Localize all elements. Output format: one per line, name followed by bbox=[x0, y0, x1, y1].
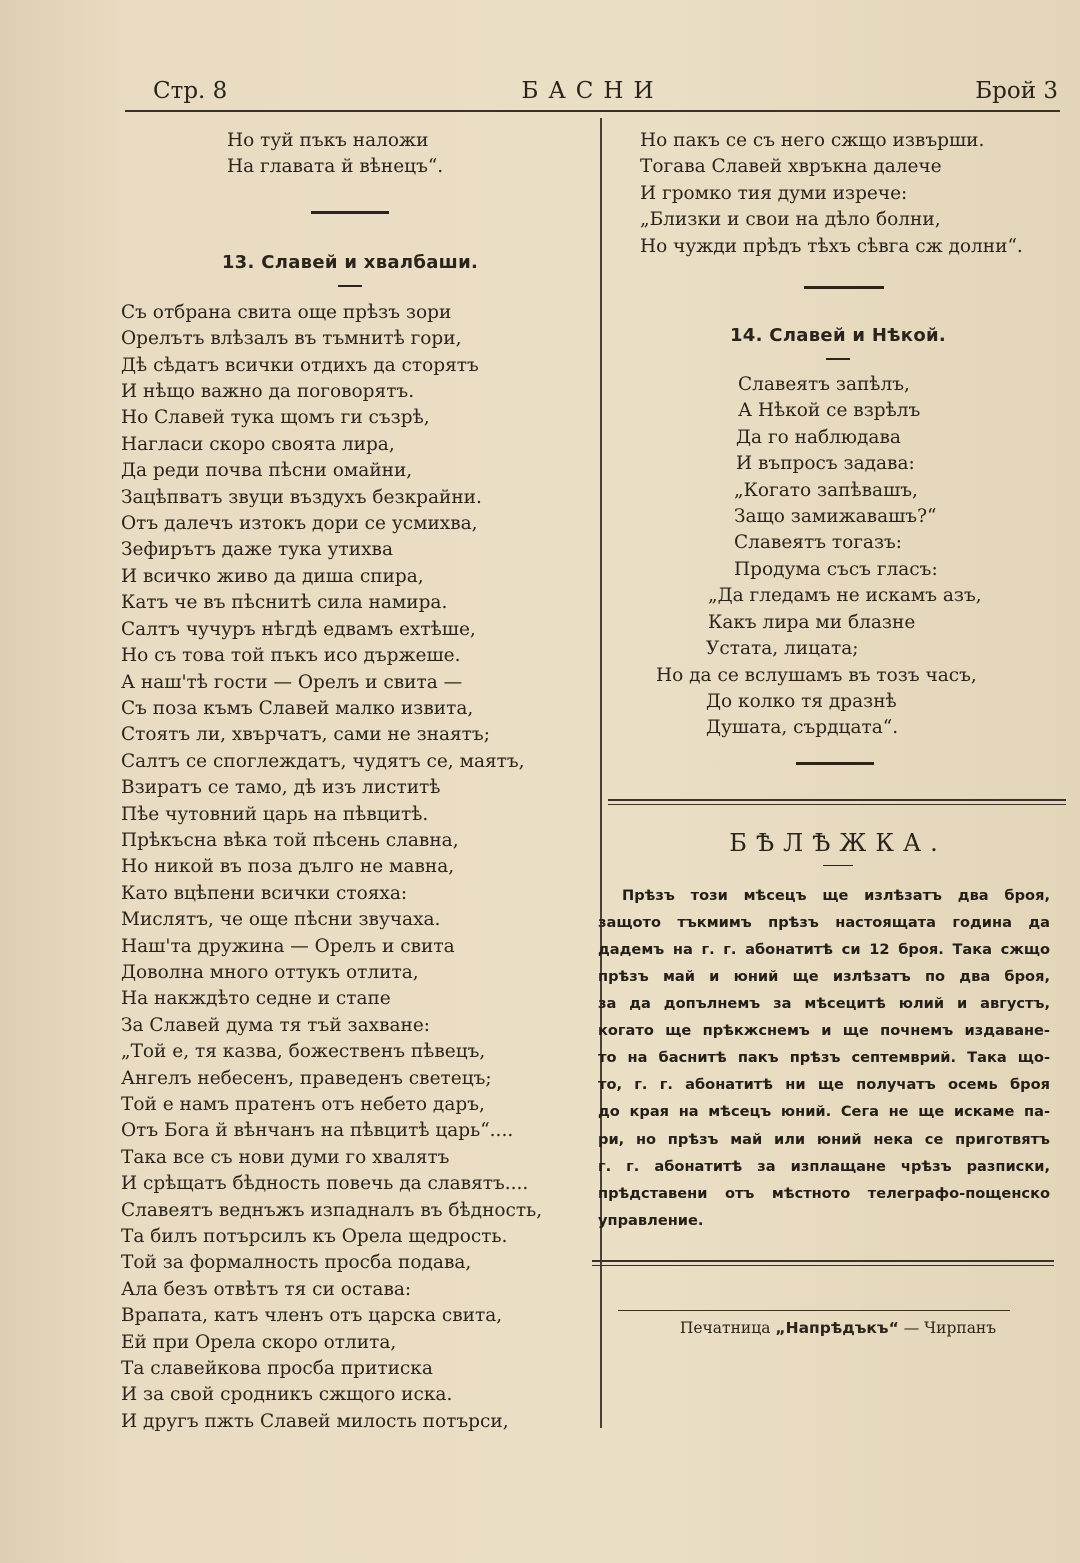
journal-title: БАСНИ bbox=[521, 78, 664, 104]
page-number: Стр. 8 bbox=[153, 78, 228, 104]
verse-line: Катъ че въ пѣснитѣ сила намира. bbox=[121, 592, 448, 614]
verse-line: Славеятъ тогазъ: bbox=[734, 532, 903, 554]
verse-line: Душата, сърдцата“. bbox=[706, 717, 899, 739]
notice-line: то на баснитѣ пакъ прѣзъ септемврий. Така що- bbox=[598, 1049, 1050, 1067]
printer-rule bbox=[618, 1310, 1010, 1311]
notice-line: защото тъкмимъ прѣзъ настоящата година да bbox=[598, 913, 1050, 931]
verse-line: Ала безъ отвѣтъ тя си остава: bbox=[121, 1278, 412, 1300]
verse-line: И другъ пжть Славей милость потърси, bbox=[121, 1410, 509, 1432]
verse-line: Зацѣпватъ звуци въздухъ безкрайни. bbox=[121, 486, 482, 508]
verse-line: Той е намъ пратенъ отъ небето даръ, bbox=[121, 1094, 485, 1115]
verse-line: Но пакъ се съ него сжщо извърши. bbox=[640, 130, 985, 151]
printer-prefix: Печатница bbox=[679, 1318, 771, 1337]
verse-line: Да реди почва пѣсни омайни, bbox=[121, 460, 413, 482]
verse-line: Отъ Бога й вѣнчанъ на пѣвцитѣ царь“.... bbox=[121, 1120, 514, 1142]
title-dash bbox=[826, 358, 850, 360]
verse-line: Славеятъ веднъжъ изпадналъ въ бѣдность, bbox=[121, 1199, 543, 1221]
notice-line: прѣзъ май и юний ще излѣзатъ по два броя, bbox=[598, 968, 1050, 985]
notice-line: Прѣзъ този мѣсецъ ще излѣзатъ два броя, bbox=[622, 886, 1050, 904]
section-rule bbox=[796, 762, 874, 765]
left-column bbox=[115, 128, 585, 1435]
title-dash bbox=[338, 285, 362, 287]
verse-line: Защо замижавашъ?“ bbox=[734, 506, 937, 528]
notice-line: г. г. абонатитѣ за изплащане чрѣзъ разписки, bbox=[598, 1157, 1050, 1175]
verse-line: Салтъ се споглеждатъ, чудятъ се, маятъ, bbox=[121, 750, 525, 772]
verse-line: А наш'тѣ гости — Орелъ и свита — bbox=[121, 671, 463, 693]
header-rule bbox=[125, 110, 1060, 112]
verse-line: Славеятъ запѣлъ, bbox=[738, 374, 910, 396]
verse-line: Но съ това той пъкъ исо държеше. bbox=[121, 645, 461, 667]
verse-line: Стоятъ ли, хвърчатъ, сами не знаятъ; bbox=[121, 724, 490, 746]
notice-line: когато ще прѣкжснемъ и ще почнемъ издаване- bbox=[598, 1022, 1050, 1040]
fable-14-title: 14. Славей и Нѣкой. bbox=[729, 325, 947, 347]
verse-line: Но туй пъкъ наложи bbox=[227, 130, 429, 151]
section-rule bbox=[804, 286, 884, 289]
right-column bbox=[598, 128, 1068, 1337]
verse-line: Така все съ нови думи го хвалятъ bbox=[121, 1146, 450, 1168]
verse-line: И громко тия думи изрече: bbox=[640, 182, 908, 204]
verse-line: Врапата, катъ членъ отъ царска свита, bbox=[121, 1305, 503, 1327]
notice-top-rule-thin bbox=[608, 804, 1066, 805]
verse-line: Нагласи скоро своята лира, bbox=[121, 433, 395, 455]
verse-line: И срѣщатъ бѣдность повечь да славятъ.... bbox=[121, 1173, 529, 1195]
notice-body bbox=[598, 882, 1050, 1234]
verse-line: „Когато запѣвашъ, bbox=[734, 479, 918, 501]
verse-line: Да го наблюдава bbox=[736, 426, 901, 448]
verse-line: А Нѣкой се взрѣлъ bbox=[738, 400, 921, 422]
closing-lines-prev-fable bbox=[115, 128, 585, 181]
verse-line: Мислятъ, че още пѣсни звучаха. bbox=[121, 909, 441, 931]
verse-line: Като вцѣпени всички стояха: bbox=[121, 882, 408, 904]
notice-title: БѢЛѢЖКА. bbox=[729, 828, 947, 857]
verse-line: И за свой сродникъ сжщого иска. bbox=[121, 1384, 453, 1406]
verse-line: Зефирътъ даже тука утихва bbox=[121, 539, 393, 561]
page-header bbox=[125, 78, 1060, 114]
notice-title-dash bbox=[823, 865, 853, 866]
fable-14-verse bbox=[608, 372, 1068, 742]
verse-line: „Той е, тя казва, божественъ пѣвецъ, bbox=[121, 1041, 486, 1063]
printer-name: „Напрѣдъкъ“ bbox=[775, 1318, 899, 1337]
verse-line: Взиратъ се тамо, дѣ изъ листитѣ bbox=[121, 777, 441, 799]
fable-13-continuation bbox=[608, 128, 1068, 260]
notice-line: ри, но прѣзъ май или юний нека се приготвятъ bbox=[598, 1130, 1050, 1148]
verse-line: Устата, лицата; bbox=[706, 638, 859, 660]
notice-top-rule bbox=[608, 799, 1066, 801]
verse-line: Но чужди прѣдъ тѣхъ сѣвга сж долни“. bbox=[640, 235, 1023, 257]
verse-line: За Славей дума тя тъй захване: bbox=[121, 1014, 431, 1036]
notice-line: управление. bbox=[598, 1211, 704, 1229]
notice-line: за да допълнемъ за мѣсецитѣ юлий и августъ, bbox=[598, 995, 1050, 1013]
fable-13-verse bbox=[115, 300, 585, 1435]
verse-line: Но да се вслушамъ въ тозъ часъ, bbox=[656, 664, 977, 686]
verse-line: Пѣе чутовний царь на пѣвцитѣ. bbox=[121, 803, 429, 825]
verse-line: Доволна много оттукъ отлита, bbox=[121, 961, 419, 983]
verse-line: Та билъ потърсилъ къ Орела щедрость. bbox=[121, 1226, 508, 1248]
verse-line: „Да гледамъ не искамъ азъ, bbox=[708, 585, 982, 607]
verse-line: Та славейкова проcба притиска bbox=[121, 1358, 433, 1380]
section-rule bbox=[311, 211, 389, 214]
verse-line: Наш'та дружина — Орелъ и свита bbox=[121, 935, 455, 957]
verse-line: Той за формалность проcба подава, bbox=[121, 1252, 472, 1274]
printer-imprint bbox=[608, 1319, 1068, 1337]
verse-line: Тогава Славей хвръкна далече bbox=[640, 156, 942, 178]
verse-line: Прѣкъсна вѣка той пѣсень славна, bbox=[121, 829, 459, 851]
verse-line: „Близки и свои на дѣло болни, bbox=[640, 209, 941, 231]
notice-line: дадемъ на г. г. абонатитѣ си 12 броя. Така сжщо bbox=[598, 940, 1050, 958]
verse-line: Ей при Орела скоро отлита, bbox=[121, 1331, 397, 1353]
verse-line: Ангелъ небесенъ, праведенъ светецъ; bbox=[121, 1067, 492, 1089]
notice-line: прѣдставени отъ мѣстното телеграфо-пощенско bbox=[598, 1184, 1050, 1202]
verse-line: На главата й вѣнецъ“. bbox=[227, 156, 444, 178]
verse-line: Съ отбрана свита още прѣзъ зори bbox=[121, 301, 452, 323]
notice-bottom-rule bbox=[592, 1260, 1054, 1262]
notice-bottom-rule-thin bbox=[592, 1265, 1054, 1266]
verse-line: Но никой въ поза дълго не мавна, bbox=[121, 856, 455, 878]
verse-line: Но Славей тука щомъ ги съзрѣ, bbox=[121, 407, 430, 429]
verse-line: Дѣ сѣдатъ всички отдихъ да сторятъ bbox=[121, 354, 479, 376]
notice-line: до края на мѣсецъ юний. Сега не ще искаме па- bbox=[598, 1103, 1050, 1121]
issue-number: Брой 3 bbox=[975, 78, 1058, 104]
verse-line: До колко тя дразнѣ bbox=[706, 690, 897, 712]
verse-line: Съ поза къмъ Славей малко извита, bbox=[121, 697, 474, 719]
verse-line: Салтъ чучуръ нѣгдѣ едвамъ ехтѣше, bbox=[121, 618, 476, 640]
verse-line: И нѣщо важно да поговорятъ. bbox=[121, 381, 415, 403]
fable-13-title: 13. Славей и хвалбаши. bbox=[221, 251, 479, 273]
printer-location: — Чирпанъ bbox=[903, 1318, 997, 1337]
verse-line: Какъ лира ми блазне bbox=[708, 611, 916, 633]
notice-line: то, г. г. абонатитѣ ни ще получатъ осемь броя bbox=[598, 1076, 1050, 1094]
verse-line: Отъ далечъ изтокъ дори се усмихва, bbox=[121, 513, 478, 535]
verse-line: Орелътъ влѣзалъ въ тъмнитѣ гори, bbox=[121, 328, 462, 350]
verse-line: И всичко живо да диша спира, bbox=[121, 565, 424, 587]
verse-line: Продума съсъ гласъ: bbox=[734, 558, 938, 580]
verse-line: На накждѣто седне и стапе bbox=[121, 988, 391, 1010]
verse-line: И въпросъ задава: bbox=[736, 453, 915, 475]
